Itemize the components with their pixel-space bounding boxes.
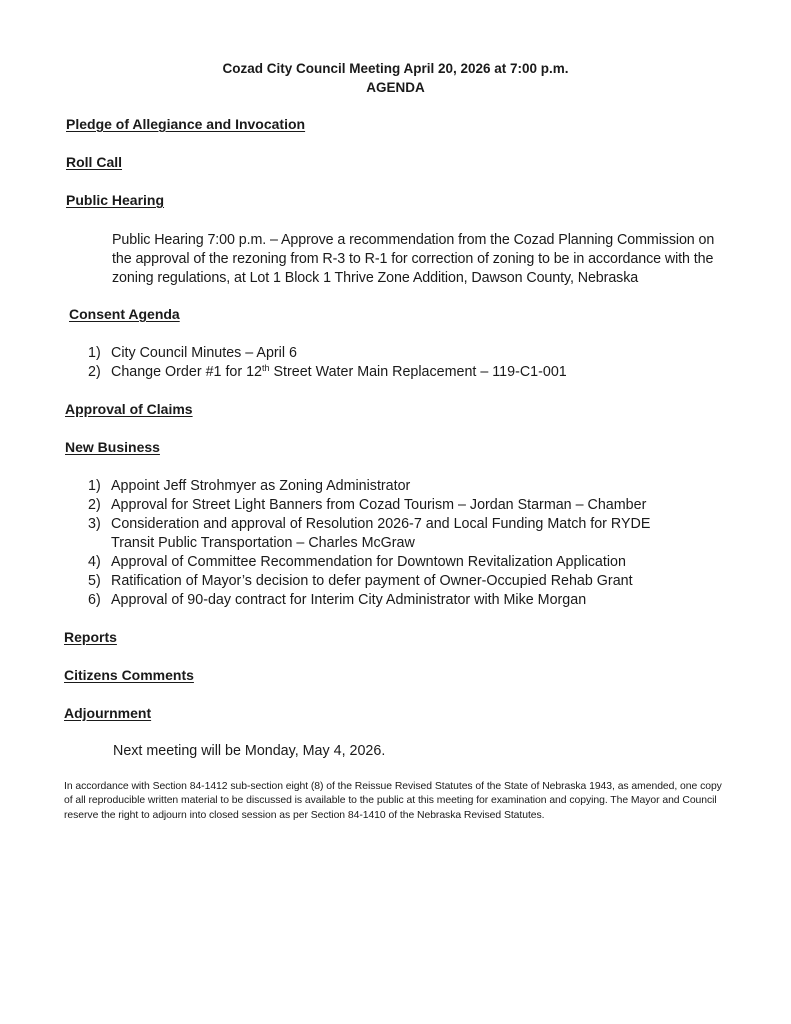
item-text: Approval of 90-day contract for Interim City Administrator with Mike Morgan <box>111 592 587 608</box>
item-text: Approval for Street Light Banners from Cozad Tourism – Jordan Starman – Chamber <box>111 497 647 513</box>
item-number: 6) <box>88 592 101 608</box>
new-business-list <box>88 477 701 610</box>
list-item <box>88 363 701 383</box>
heading-pledge: Pledge of Allegiance and Invocation <box>66 116 306 132</box>
heading-consent-agenda: Consent Agenda <box>69 306 180 322</box>
list-item <box>88 591 701 610</box>
item-text: Approval of Committee Recommendation for Downtown Revitalization Application <box>111 554 626 570</box>
item-text: Ratification of Mayor’s decision to defer payment of Owner-Occupied Rehab Grant <box>111 573 633 589</box>
item-number: 1) <box>88 345 101 361</box>
list-item <box>88 496 701 515</box>
item-text: Consideration and approval of Resolution 2026-7 and Local Funding Match for RYDE Transit Public Transportation – Charles McGraw <box>111 516 651 551</box>
heading-public-hearing: Public Hearing <box>66 192 165 208</box>
heading-roll-call: Roll Call <box>66 154 123 170</box>
heading-new-business: New Business <box>65 439 160 455</box>
list-item <box>88 515 701 553</box>
list-item <box>88 477 701 496</box>
heading-adjournment: Adjournment <box>64 705 152 721</box>
item-number: 2) <box>88 497 101 513</box>
item-text <box>111 363 701 383</box>
list-item <box>88 572 701 591</box>
item-number: 2) <box>88 364 101 380</box>
item-number: 3) <box>88 516 101 532</box>
item-number: 5) <box>88 573 101 589</box>
heading-citizens-comments: Citizens Comments <box>64 667 194 683</box>
item-text-part: Change Order #1 for 12 <box>111 364 263 380</box>
item-number: 4) <box>88 554 101 570</box>
ordinal-superscript: th <box>262 363 270 373</box>
public-hearing-text: Public Hearing 7:00 p.m. – Approve a recommendation from the Cozad Planning Commission on the approval of the rezoning from R-3 to R-1 for correction of zoning to be in accordance with the zoning regulations, at Lot 1 Block 1 Thrive Zone Addition, Dawson County, Nebraska <box>112 232 715 286</box>
meeting-title: Cozad City Council Meeting April 20, 2026 at 7:00 p.m. <box>222 61 569 76</box>
item-text: City Council Minutes – April 6 <box>111 345 297 361</box>
next-meeting-text: Next meeting will be Monday, May 4, 2026. <box>113 743 386 759</box>
heading-reports: Reports <box>64 629 117 645</box>
list-item <box>88 553 701 572</box>
list-item <box>88 344 701 363</box>
item-text: Appoint Jeff Strohmyer as Zoning Administrator <box>111 478 411 494</box>
item-number: 1) <box>88 478 101 494</box>
consent-list <box>88 344 701 383</box>
heading-approval-of-claims: Approval of Claims <box>65 401 193 417</box>
item-text-part: Street Water Main Replacement – 119-C1-001 <box>269 364 567 380</box>
agenda-label: AGENDA <box>366 80 425 95</box>
statutory-footnote: In accordance with Section 84-1412 sub-section eight (8) of the Reissue Revised Statutes of the State of Nebraska 1943, as amended, one copy of all reproducible written material to be discussed is available to the public at this meeting for examination and copying. The Mayor and Council reserve the right to adjourn into closed session as per Section 84-1410 of the Nebraska Revised Statutes. <box>64 781 722 821</box>
